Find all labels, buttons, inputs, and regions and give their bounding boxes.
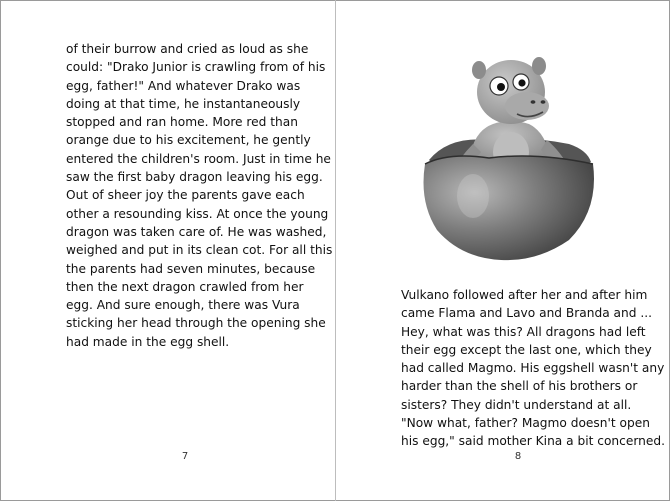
text-line: had called Magmo. His eggshell wasn't any (401, 361, 665, 376)
text-line: came Flama and Lavo and Branda and ... (401, 306, 652, 321)
text-line: egg, father!" And whatever Drako was (66, 78, 301, 93)
text-line: dragon was taken care of. He was washed, (66, 224, 327, 239)
text-line: egg. And sure enough, there was Vura (66, 298, 300, 313)
text-line: "Now what, father? Magmo doesn't open (401, 416, 650, 431)
text-line: had made in the egg shell. (66, 334, 230, 349)
text-line: Out of sheer joy the parents gave each (66, 188, 305, 203)
text-line: Vulkano followed after her and after him (401, 288, 648, 302)
text-line: entered the children's room. Just in time he (66, 151, 331, 166)
baby-dragon-egg-illustration (419, 40, 599, 262)
right-page[interactable] (336, 0, 670, 501)
text-line: harder than the shell of his brothers or (401, 379, 638, 394)
text-line: sisters? They didn't understand at all. (401, 397, 632, 412)
text-line: sticking her head through the opening she (66, 316, 326, 331)
right-page-text (401, 286, 665, 451)
text-line: other a resounding kiss. At once the young (66, 206, 329, 221)
text-line: weighed and put in its clean cot. For all this (66, 243, 333, 258)
text-line: could: "Drako Junior is crawling from of his (66, 60, 326, 75)
text-line: orange due to his excitement, he gently (66, 133, 311, 148)
left-page-text (66, 40, 333, 351)
page-number: 8 (514, 451, 522, 462)
text-line: saw the first baby dragon leaving his egg. (66, 170, 323, 185)
text-line: stopped and ran home. More red than (66, 115, 298, 130)
text-line: doing at that time, he instantaneously (66, 96, 301, 111)
page-number: 7 (181, 451, 189, 462)
text-line: of their burrow and cried as loud as she (66, 42, 309, 56)
text-line: Hey, what was this? All dragons had left (401, 324, 646, 339)
text-line: their egg except the last one, which they (401, 342, 652, 357)
text-line: his egg," said mother Kina a bit concerned. (401, 434, 665, 449)
text-line: the parents had seven minutes, because (66, 261, 316, 276)
text-line: then the next dragon crawled from her (66, 279, 304, 294)
